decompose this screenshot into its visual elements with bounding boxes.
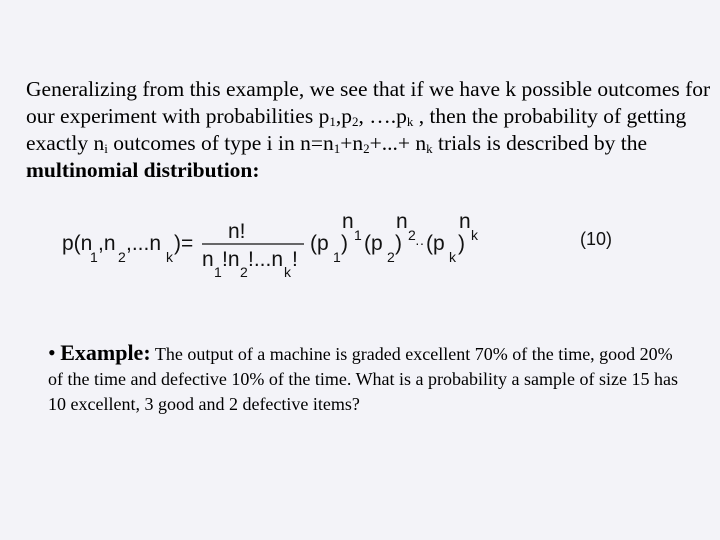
- formula-lhs-nk: ,...n: [126, 232, 162, 255]
- subscript: k: [406, 114, 414, 129]
- formula-den-sub2: 2: [240, 264, 248, 280]
- subscript: 2: [363, 141, 370, 156]
- bullet-point: •: [48, 340, 56, 365]
- factork-sub: k: [449, 249, 456, 265]
- subscript: 1: [333, 141, 341, 156]
- paragraph-text: trials is described by the: [432, 131, 647, 155]
- formula-den-subk: k: [284, 264, 291, 280]
- example-heading: Example:: [60, 340, 151, 365]
- factork-close: ): [458, 232, 465, 255]
- multinomial-distribution-term: multinomial distribution:: [26, 158, 260, 182]
- multinomial-formula: [62, 210, 622, 290]
- formula-numerator: n!: [228, 220, 246, 243]
- example-text: The output of a machine is graded excellent 70% of the time, good 20% of the time and defective 10% of the time. What is a probability a sample of size 15 has 10 excellent, 3 good and 2 defective items?: [48, 344, 678, 414]
- factork-exponent-sub: k: [471, 227, 478, 243]
- factork-base: (p: [426, 232, 445, 255]
- factor1-exponent-sub: 1: [354, 227, 362, 243]
- factor2-sub: 2: [387, 249, 395, 265]
- paragraph-text: Generalizing from this example, we see that if we have k possible outcomes for our experiment with probabilities p: [26, 77, 711, 128]
- paragraph-text: +...+ n: [369, 131, 427, 155]
- paragraph-text: outcomes of type i in n=n: [107, 131, 334, 155]
- formula-lhs-subk: k: [166, 249, 173, 265]
- formula-lhs-p: p(n: [62, 232, 93, 255]
- subscript: 2: [351, 114, 359, 129]
- factork-exponent: n: [459, 210, 471, 233]
- factor1-close: ): [341, 232, 348, 255]
- formula-den-nk: !...n: [248, 248, 284, 271]
- formula-lhs-sub2: 2: [118, 249, 126, 265]
- formula-lhs-n2: ,n: [98, 232, 116, 255]
- paragraph-text: +n: [340, 131, 364, 155]
- formula-den-n2: !n: [222, 248, 240, 271]
- subscript: 1: [329, 114, 336, 129]
- factor2-close: ): [395, 232, 402, 255]
- example-block: [48, 340, 688, 417]
- factor1-exponent: n: [342, 210, 354, 233]
- factor2-base: (p: [364, 232, 383, 255]
- formula-lhs-equals: )=: [174, 232, 194, 255]
- equation-number: (10): [580, 229, 613, 249]
- paragraph-text: , ….p: [358, 104, 407, 128]
- subscript: k: [426, 141, 433, 156]
- paragraph-multinomial-intro: [26, 76, 716, 184]
- subscript: i: [104, 141, 108, 156]
- factor1-sub: 1: [333, 249, 341, 265]
- factor1-base: (p: [310, 232, 329, 255]
- formula-svg: [62, 210, 622, 290]
- factor2-exponent: n: [396, 210, 408, 233]
- formula-lhs-sub1: 1: [90, 249, 98, 265]
- paragraph-text: ,p: [335, 104, 352, 128]
- formula-den-factorial: !: [292, 248, 298, 271]
- product-dots: ··: [415, 235, 425, 251]
- paragraph-text: , then the probability of getting exactly n: [26, 104, 687, 155]
- factor2-exponent-sub: 2: [408, 227, 416, 243]
- formula-den-sub1: 1: [214, 264, 222, 280]
- formula-den-n1: n: [202, 248, 214, 271]
